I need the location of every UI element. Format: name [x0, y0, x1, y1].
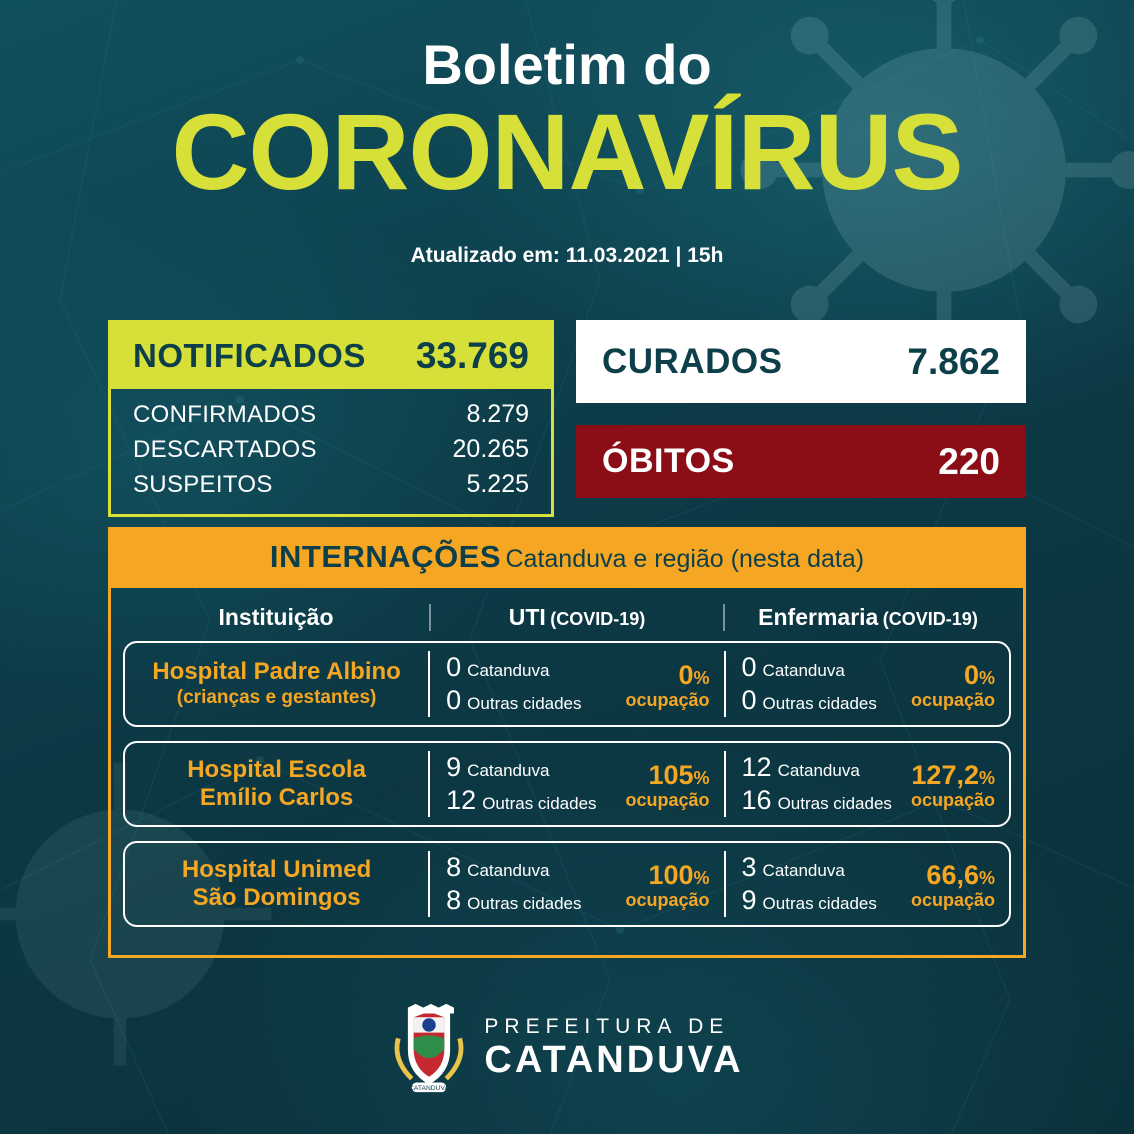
- enfermaria-other-value: 0: [741, 685, 757, 715]
- enfermaria-other-value: 9: [741, 885, 757, 915]
- enfermaria-local-count: [742, 652, 877, 683]
- column-header-enfermaria-label: Enfermaria: [758, 604, 879, 630]
- enfermaria-local-value: 12: [741, 752, 772, 782]
- enfermaria-occupation-label: ocupação: [910, 789, 995, 810]
- curados-value: 7.862: [907, 340, 1000, 382]
- uti-local-count: [446, 752, 596, 783]
- footer-line2: CATANDUVA: [484, 1039, 744, 1081]
- table-row: [123, 641, 1011, 727]
- uti-occupation-value: 0: [678, 659, 694, 690]
- internacoes-header: [108, 527, 1026, 588]
- row-uti-cell: [430, 643, 723, 725]
- enfermaria-other-label: Outras cidades: [777, 794, 892, 813]
- suspeitos-label: SUSPEITOS: [133, 471, 273, 498]
- uti-occupation-label: ocupação: [625, 889, 710, 910]
- enfermaria-counts: [742, 752, 892, 816]
- enfermaria-local-label: Catanduva: [762, 661, 845, 680]
- uti-local-value: 0: [446, 652, 462, 682]
- uti-occupation-symbol: %: [693, 767, 710, 788]
- table-column-headers: [123, 598, 1011, 641]
- uti-other-label: Outras cidades: [467, 894, 582, 913]
- row-institution-name: [125, 743, 428, 825]
- header-updated-date: Atualizado em: 11.03.2021 | 15h: [410, 244, 724, 267]
- uti-occupation-value: 105: [648, 759, 694, 790]
- obitos-value: 220: [938, 440, 1000, 482]
- descartados-label: DESCARTADOS: [133, 436, 317, 463]
- enfermaria-occupation-value: 127,2: [911, 759, 979, 790]
- enfermaria-occupation-value: 66,6: [926, 859, 979, 890]
- uti-occupation-symbol: %: [693, 667, 710, 688]
- enfermaria-occupation-label: ocupação: [910, 889, 995, 910]
- uti-local-label: Catanduva: [467, 661, 550, 680]
- uti-local-count: [446, 652, 581, 683]
- uti-occupation-value: 100: [648, 859, 694, 890]
- uti-other-count: [446, 685, 581, 716]
- footer-logo: [0, 1000, 1134, 1096]
- enfermaria-local-count: [742, 752, 892, 783]
- enfermaria-occupation: [911, 860, 995, 909]
- enfermaria-occupation-symbol: %: [978, 667, 995, 688]
- city-crest-icon: [390, 1000, 468, 1096]
- enfermaria-occupation-symbol: %: [978, 767, 995, 788]
- confirmados-value: 8.279: [466, 400, 529, 428]
- uti-other-value: 0: [446, 685, 462, 715]
- notificados-header: [108, 320, 554, 389]
- column-header-institution: [123, 604, 429, 631]
- list-item: [133, 432, 529, 467]
- uti-local-label: Catanduva: [467, 761, 550, 780]
- row-enfermaria-cell: [726, 743, 1009, 825]
- enfermaria-other-label: Outras cidades: [762, 694, 877, 713]
- enfermaria-other-label: Outras cidades: [762, 894, 877, 913]
- enfermaria-local-count: [742, 852, 877, 883]
- enfermaria-local-value: 3: [741, 852, 757, 882]
- row-enfermaria-cell: [726, 843, 1009, 925]
- uti-occupation: [626, 860, 710, 909]
- enfermaria-local-label: Catanduva: [762, 861, 845, 880]
- notificados-breakdown: [108, 389, 554, 517]
- notificados-value: 33.769: [415, 335, 529, 376]
- uti-occupation-symbol: %: [693, 867, 710, 888]
- uti-counts: [446, 752, 596, 816]
- enfermaria-local-label: Catanduva: [777, 761, 860, 780]
- uti-counts: [446, 852, 581, 916]
- internacoes-section: [108, 527, 1026, 958]
- uti-occupation-label: ocupação: [625, 689, 710, 710]
- uti-local-value: 9: [446, 752, 462, 782]
- column-header-enfermaria-sublabel: (COVID-19): [882, 609, 978, 629]
- uti-other-label: Outras cidades: [482, 794, 597, 813]
- enfermaria-occupation-symbol: %: [978, 867, 995, 888]
- institution-name-line2: Emílio Carlos: [199, 784, 354, 811]
- column-header-enfermaria: [725, 604, 1011, 631]
- confirmados-label: CONFIRMADOS: [133, 401, 317, 428]
- notificados-label: NOTIFICADOS: [133, 337, 366, 374]
- internacoes-table: [108, 588, 1026, 958]
- enfermaria-occupation: [911, 660, 995, 709]
- uti-occupation: [626, 660, 710, 709]
- table-row: [123, 741, 1011, 827]
- institution-name-line2: São Domingos: [192, 884, 361, 911]
- suspeitos-value: 5.225: [466, 470, 529, 498]
- enfermaria-counts: [742, 852, 877, 916]
- footer-line1: PREFEITURA DE: [484, 1015, 730, 1038]
- poster-header: [0, 34, 1134, 268]
- obitos-label: ÓBITOS: [602, 442, 735, 480]
- enfermaria-occupation-value: 0: [963, 659, 979, 690]
- uti-local-value: 8: [446, 852, 462, 882]
- row-uti-cell: [430, 743, 723, 825]
- uti-other-count: [446, 885, 581, 916]
- svg-text:CATANDUVA: CATANDUVA: [409, 1085, 450, 1093]
- column-header-uti: [429, 604, 725, 631]
- statistics-row: [108, 320, 1026, 517]
- uti-occupation-label: ocupação: [625, 789, 710, 810]
- uti-counts: [446, 652, 581, 716]
- institution-name-line1: Hospital Escola: [187, 756, 366, 783]
- uti-other-value: 8: [446, 885, 462, 915]
- institution-name-line1: Hospital Unimed: [181, 856, 372, 883]
- header-title-line1: Boletim do: [422, 33, 712, 96]
- uti-other-count: [446, 785, 596, 816]
- enfermaria-other-count: [742, 885, 877, 916]
- enfermaria-other-count: [742, 685, 877, 716]
- column-header-uti-sublabel: (COVID-19): [550, 609, 646, 629]
- uti-local-count: [446, 852, 581, 883]
- enfermaria-occupation-label: ocupação: [910, 689, 995, 710]
- uti-other-label: Outras cidades: [467, 694, 582, 713]
- internacoes-subtitle: Catanduva e região (nesta data): [505, 545, 865, 573]
- enfermaria-occupation: [911, 760, 995, 809]
- column-header-institution-label: Instituição: [218, 604, 334, 630]
- institution-name-line1: Hospital Padre Albino: [152, 658, 401, 685]
- row-enfermaria-cell: [726, 643, 1009, 725]
- enfermaria-other-value: 16: [741, 785, 772, 815]
- uti-other-value: 12: [446, 785, 477, 815]
- row-institution-name: [125, 643, 428, 725]
- table-row: [123, 841, 1011, 927]
- uti-local-label: Catanduva: [467, 861, 550, 880]
- curados-block: [576, 320, 1026, 403]
- curados-label: CURADOS: [602, 341, 783, 381]
- row-institution-name: [125, 843, 428, 925]
- right-stats-column: [576, 320, 1026, 517]
- enfermaria-counts: [742, 652, 877, 716]
- descartados-value: 20.265: [452, 435, 529, 463]
- internacoes-title: INTERNAÇÕES: [269, 539, 502, 574]
- notificados-block: [108, 320, 554, 517]
- institution-name-line2: (crianças e gestantes): [176, 687, 377, 708]
- header-title-line2: CORONAVÍRUS: [171, 91, 963, 212]
- row-uti-cell: [430, 843, 723, 925]
- list-item: [133, 397, 529, 432]
- footer-text: [484, 1015, 743, 1081]
- column-header-uti-label: UTI: [508, 604, 546, 630]
- enfermaria-local-value: 0: [741, 652, 757, 682]
- list-item: [133, 467, 529, 502]
- obitos-block: [576, 425, 1026, 498]
- uti-occupation: [626, 760, 710, 809]
- enfermaria-other-count: [742, 785, 892, 816]
